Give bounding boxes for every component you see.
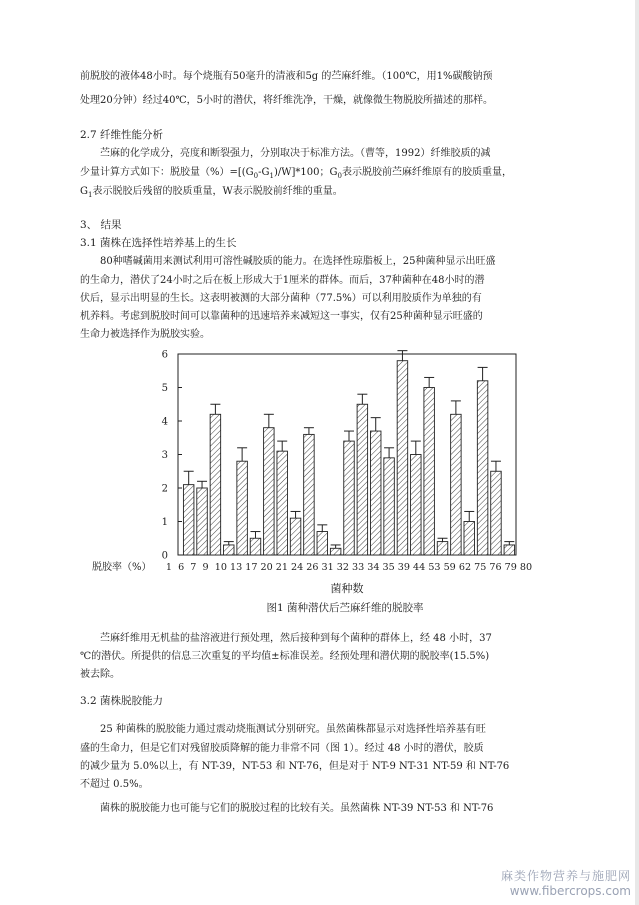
bar [370, 431, 381, 555]
x-axis-label: 菌种数 [330, 582, 364, 595]
paragraph-line: 被去除。 [80, 669, 120, 680]
y-tick-label: 5 [161, 383, 168, 394]
section-heading: 3.1 菌株在选择性培养基上的生长 [80, 237, 237, 249]
bar [224, 545, 235, 555]
subscript: 0 [337, 172, 342, 180]
paragraph-line: 不超过 0.5%。 [80, 779, 149, 790]
paragraph-line: 80种嗜碱菌用来测试利用可溶性碱胶质的能力。在选择性琼脂板上，25种菌种显示出旺盛 [100, 256, 496, 267]
bar [357, 404, 368, 555]
y-tick-label: 2 [161, 483, 168, 495]
formula-text: G [80, 186, 88, 197]
bar [304, 434, 315, 555]
section-heading: 2.7 纤维性能分析 [80, 129, 164, 141]
paragraph-line: ℃的潜伏。所提供的信息三次重复的平均值±标准误差。经预处理和潜伏期的脱胶率(15.5%) [80, 651, 490, 662]
paragraph-line: 机养料。考虑到脱胶时间可以靠菌种的迅速培养来减短这一事实，仅有25种菌种显示旺盛的 [80, 311, 483, 322]
paragraph-line: 生命力被选择作为脱胶实验。 [80, 329, 210, 340]
subscript: 0 [253, 172, 259, 180]
subscript: 1 [88, 191, 93, 199]
paragraph-line: 25 种菌株的脱胶能力通过震动烧瓶测试分别研究。虽然菌株都显示对选择性培养基有旺 [100, 724, 486, 735]
paragraph-line: 处理20分钟）经过40℃，5小时的潜伏，将纤维洗净，干燥，就像微生物脱胶所描述的那样。 [80, 95, 493, 106]
bar [424, 388, 435, 556]
bar [451, 414, 462, 555]
watermark-url: www.fibercrops.com [509, 884, 631, 898]
watermark-title: 麻类作物营养与施肥网 [500, 869, 631, 883]
y-tick-label: 4 [161, 416, 168, 428]
bar [277, 451, 288, 555]
section-heading: 3、 结果 [80, 219, 122, 231]
bar [250, 538, 260, 555]
subscript: 1 [269, 172, 274, 180]
bar [264, 428, 275, 555]
paragraph-line: 伏后，显示出明显的生长。这表明被测的大部分菌种（77.5%）可以利用胶质作为单独的有 [80, 293, 482, 304]
paragraph-line: 菌株的脱胶能力也可能与它们的脱胶过程的比较有关。虽然菌株 NT-39 NT-53 和 NT-76 [100, 803, 494, 814]
bar [290, 518, 301, 555]
paragraph-line: 的减少量为 5.0%以上，有 NT-39，NT-53 和 NT-76，但是对于 NT-9 NT-31 NT-59 和 NT-76 [80, 761, 510, 772]
bar [183, 485, 194, 555]
y-tick-label: 3 [161, 450, 168, 461]
y-tick-label: 1 [161, 517, 168, 528]
bar [210, 414, 221, 555]
paragraph-line: 前脱胶的液体48小时。每个烧瓶有50毫升的清液和5g 的苎麻纤维。（100℃，用1%碳酸钠预 [80, 71, 493, 82]
formula-text: 表示脱胶后残留的胶质重量，W表示脱胶前纤维的重量。 [92, 186, 343, 197]
bar [237, 461, 248, 555]
bar [317, 532, 328, 555]
bar [477, 381, 488, 555]
formula-text: )/W]*100；G [273, 167, 338, 178]
section-heading: 3.2 菌株脱胶能力 [80, 695, 164, 707]
bar [384, 458, 395, 555]
bar [464, 522, 475, 556]
bar [437, 542, 448, 555]
y-tick-label: 0 [161, 550, 168, 562]
paragraph-line: 苎麻的化学成分，亮度和断裂强力，分别取决于标准方法。（曹等，1992）纤维胶质的减 [100, 148, 491, 159]
bar [504, 545, 515, 555]
bar [411, 455, 422, 556]
figure-caption: 图1 菌种潜伏后苎麻纤维的脱胶率 [266, 602, 424, 614]
paragraph-line: 盛的生命力，但是它们对残留胶质降解的能力非常不同（图 1）。经过 48 小时的潜伏，胶质 [80, 743, 484, 754]
y-tick-label: 6 [161, 349, 168, 361]
bar [397, 361, 408, 555]
paragraph-line: 苎麻纤维用无机盐的盐溶液进行预处理，然后接种到每个菌种的群体上，经 48 小时，37 [100, 633, 492, 644]
bar [344, 441, 355, 555]
paragraph-line: 的生命力，潜伏了24小时之后在板上形成大于1厘米的群体。而后，37种菌种在48小时的潜 [80, 275, 485, 286]
formula-text: -G [258, 167, 270, 178]
formula-text: 少量计算方式如下：脱胶量（%）=[(G [80, 167, 254, 178]
formula-text: 表示脱胶前苎麻纤维原有的胶质重量， [341, 167, 512, 178]
bar [197, 488, 208, 555]
bar [330, 548, 341, 555]
x-tick-labels: 1 6 7 9 10 13 17 20 21 24 26 31 32 33 34 35 39 44 53 59 62 75 76 79 80 [165, 562, 533, 573]
bar [491, 471, 502, 555]
y-axis-label: 脱胶率（%） [92, 562, 152, 573]
